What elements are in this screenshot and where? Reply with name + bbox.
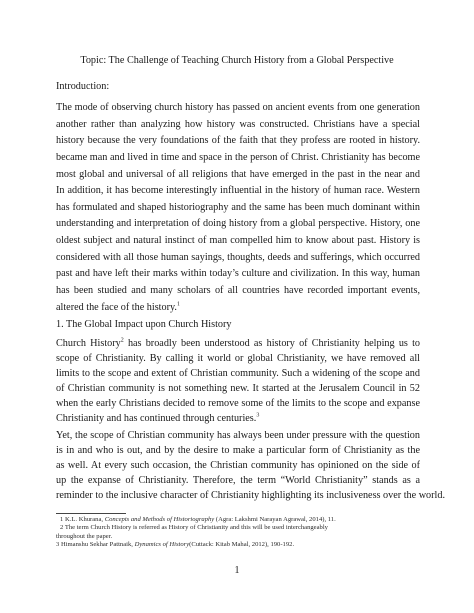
footnote-publication: (Cuttack: Kitab Mahal, 2012), 190-192. bbox=[189, 541, 295, 549]
footnote-3 bbox=[56, 541, 420, 549]
section-line bbox=[56, 336, 420, 351]
intro-line: most global and universal of all religions that have emerged in the past in the near and bbox=[56, 168, 420, 180]
footnote-reference[interactable]: 1 bbox=[176, 301, 180, 308]
intro-line-last bbox=[56, 300, 420, 317]
footnote-number: 3 bbox=[56, 541, 60, 549]
section-line: as well. At every such occasion, the Christian community has opinioned on the side of bbox=[56, 460, 420, 472]
section-line: is in and who is out, and by the desire to make a particular form of Christianity as the bbox=[56, 445, 420, 457]
footnote-author: K.L. Khurana, bbox=[64, 516, 105, 523]
footnote-reference[interactable]: 2 bbox=[120, 337, 124, 344]
intro-line: The mode of observing church history has passed on ancient events from one generation bbox=[56, 102, 420, 113]
footnote-author: Himanshu Sekhar Pattnaik, bbox=[60, 541, 135, 549]
intro-line: another rather than analyzing how history was constructed. Christians have a special bbox=[56, 118, 420, 130]
footnote-number: 2 bbox=[60, 524, 64, 532]
section-line: limits to the scope and extent of Christian community. Such a widening of the scope and bbox=[56, 368, 420, 380]
section-paragraph-2 bbox=[56, 428, 446, 503]
intro-line: In addition, it has become interestingly influential in the history of human race. Western bbox=[56, 185, 420, 197]
footnote-1 bbox=[56, 516, 420, 524]
section-line-text: Christianity and has continued through centuries. bbox=[56, 413, 257, 425]
intro-line: has been studied and many scholars of all countries have recorded important events, bbox=[56, 285, 420, 297]
introduction-paragraph bbox=[56, 100, 420, 316]
intro-line-text: altered the face of the history. bbox=[56, 301, 177, 313]
intro-line: oldest subject and natural instinct of man compelled him to know about past. History is bbox=[56, 235, 420, 247]
section-line: of Christian community is not something new. It started at the Jerusalem Council in 52 bbox=[56, 383, 420, 395]
section-line: scope of Christianity. By calling it world or global Christianity, we have removed all bbox=[56, 353, 420, 365]
church-history-term: Church History bbox=[56, 338, 121, 349]
section-line: when the early Christians decided to remove some of the limits to the scope and expanse bbox=[56, 398, 420, 410]
section-line-last bbox=[56, 411, 420, 426]
page-title: Topic: The Challenge of Teaching Church History from a Global Perspective bbox=[80, 55, 394, 66]
section-line: Yet, the scope of Christian community has always been under pressure with the question bbox=[56, 430, 420, 441]
intro-line: past and have left their marks within today’s culture and civilization. In this way, human bbox=[56, 268, 420, 280]
intro-line: history because the very foundations of the faith that they profess are rooted in history. bbox=[56, 135, 420, 147]
footnote-separator bbox=[56, 513, 126, 514]
intro-line: understanding and interpretation of doing history from a global perspective. History, one bbox=[56, 218, 420, 230]
footnote-number: 1 bbox=[60, 516, 64, 523]
intro-line: has formulated and shaped historiography and the same has been much dominant within bbox=[56, 201, 420, 213]
footnote-2-continuation: throughout the paper. bbox=[56, 532, 113, 540]
footnote-2 bbox=[56, 524, 420, 532]
section-heading: 1. The Global Impact upon Church History bbox=[56, 319, 232, 330]
footnotes bbox=[56, 516, 420, 550]
footnote-publication: (Agra: Lakshmi Narayan Agrawal, 2014), 11. bbox=[214, 516, 336, 523]
footnote-reference[interactable]: 3 bbox=[256, 413, 260, 420]
introduction-heading: Introduction: bbox=[56, 81, 110, 92]
intro-line: considered with all those human sayings, thoughts, deeds and sufferings, which occurred bbox=[56, 251, 420, 263]
section-line-text: has broadly been understood as history of Christianity helping us to bbox=[127, 338, 420, 349]
footnote-title: Concepts and Methods of Historiography bbox=[104, 516, 215, 523]
page-number: 1 bbox=[234, 565, 240, 576]
footnote-text: The term Church History is referred as History of Christianity and this will be used interchangeably bbox=[64, 524, 328, 532]
section-paragraph-1 bbox=[56, 336, 420, 427]
section-line: up the expanse of Christianity. Therefore, the term “World Christianity” stands as a bbox=[56, 475, 420, 487]
footnote-title: Dynamics of History bbox=[134, 541, 190, 549]
intro-line: became man and lived in time and space in the person of Christ. Christianity has become bbox=[56, 151, 420, 163]
section-line: reminder to the inclusive character of Christianity highlighting its inclusiveness over the world. bbox=[56, 490, 446, 502]
